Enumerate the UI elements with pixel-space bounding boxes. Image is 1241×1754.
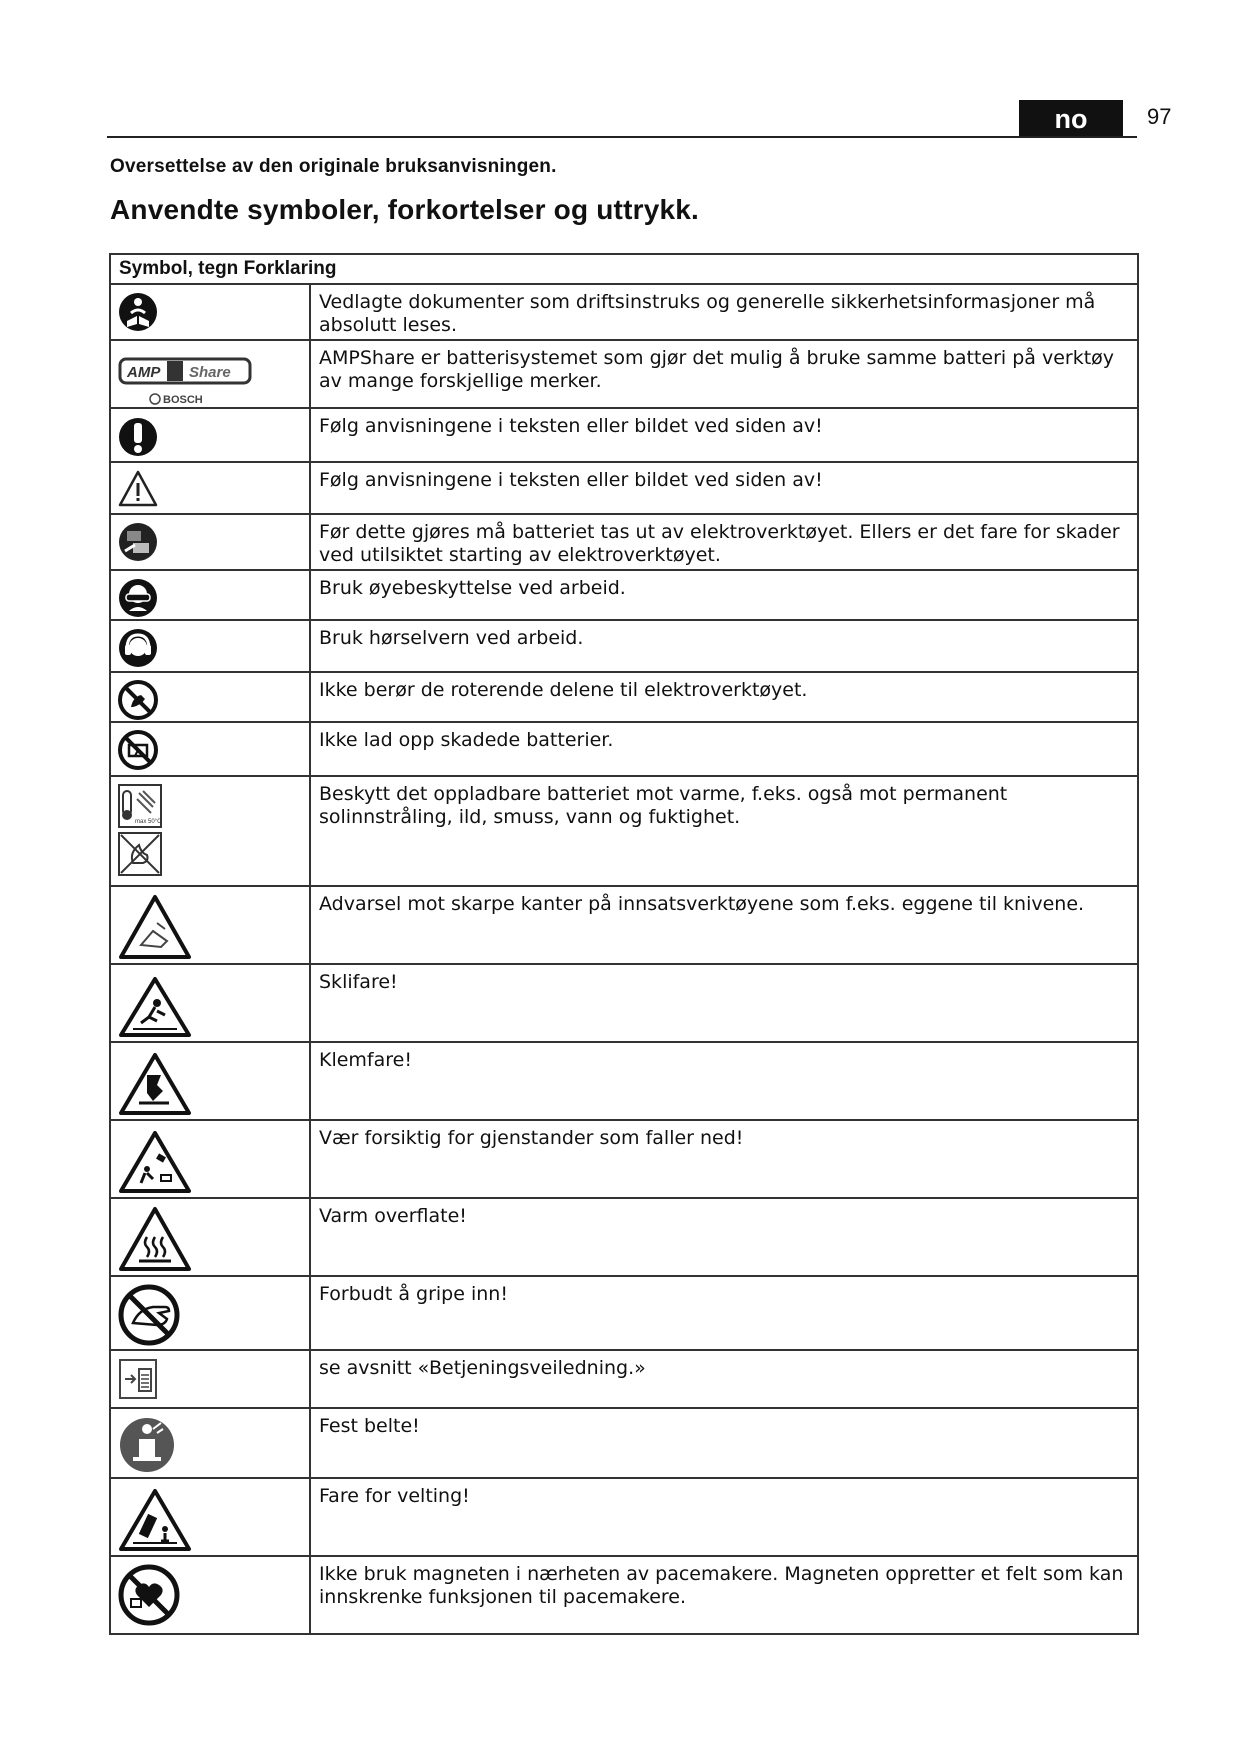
description-cell	[310, 722, 1138, 776]
row-text: Varm overflate!	[319, 1205, 467, 1227]
svg-text:Share: Share	[189, 364, 231, 381]
table-row	[110, 514, 1138, 570]
warning-triangle-icon	[117, 469, 159, 509]
no-pacemaker-icon	[117, 1563, 183, 1627]
crush-hazard-icon	[117, 1049, 193, 1117]
row-text: Følg anvisningene i teksten eller bildet ved siden av!	[319, 469, 823, 491]
symbol-cell	[110, 620, 310, 672]
table-row	[110, 462, 1138, 514]
description-cell	[310, 340, 1138, 408]
eye-protection-icon	[117, 577, 159, 619]
description-cell	[310, 886, 1138, 964]
symbol-cell	[110, 1408, 310, 1478]
table-row	[110, 570, 1138, 620]
document-subtitle: Oversettelse av den originale bruksanvisningen.	[110, 156, 557, 177]
symbol-cell	[110, 408, 310, 462]
description-cell	[310, 1350, 1138, 1408]
table-row	[110, 1198, 1138, 1276]
table-row	[110, 408, 1138, 462]
description-cell	[310, 1198, 1138, 1276]
symbol-cell	[110, 672, 310, 722]
symbol-cell	[110, 1120, 310, 1198]
row-text: Før dette gjøres må batteriet tas ut av elektroverktøyet. Ellers er det fare for skader ved utilsiktet starting av elektroverktøyet.	[319, 521, 1120, 566]
table-row	[110, 672, 1138, 722]
row-text: Ikke lad opp skadede batterier.	[319, 729, 614, 751]
table-row	[110, 1120, 1138, 1198]
description-cell	[310, 462, 1138, 514]
row-text: Sklifare!	[319, 971, 398, 993]
table-row	[110, 284, 1138, 340]
read-manual-icon	[117, 291, 159, 333]
falling-objects-icon	[117, 1127, 193, 1195]
table-row	[110, 340, 1138, 408]
description-cell	[310, 964, 1138, 1042]
symbol-cell	[110, 462, 310, 514]
svg-text:max 50°C: max 50°C	[135, 819, 162, 825]
description-cell	[310, 408, 1138, 462]
description-cell	[310, 1120, 1138, 1198]
exclamation-circle-icon	[117, 415, 159, 459]
table-row	[110, 1276, 1138, 1350]
page-header	[107, 100, 1172, 138]
battery-heat-protection-icon	[117, 783, 165, 879]
row-text: AMPShare er batterisystemet som gjør det mulig å bruke samme batteri på verktøy av mange forskjellige merker.	[319, 347, 1115, 392]
description-cell	[310, 672, 1138, 722]
slip-hazard-icon	[117, 971, 193, 1039]
table-row	[110, 1042, 1138, 1120]
description-cell	[310, 284, 1138, 340]
description-cell	[310, 776, 1138, 886]
table-row	[110, 1478, 1138, 1556]
table-row	[110, 1350, 1138, 1408]
row-text: Advarsel mot skarpe kanter på innsatsverktøyene som f.eks. eggene til knivene.	[319, 893, 1085, 915]
table-row	[110, 1556, 1138, 1634]
symbols-table	[109, 253, 1139, 1635]
row-text: Forbudt å gripe inn!	[319, 1283, 508, 1305]
language-badge: no	[1019, 100, 1123, 136]
description-cell	[310, 1408, 1138, 1478]
row-text: Fest belte!	[319, 1415, 420, 1437]
symbol-cell	[110, 1556, 310, 1634]
symbol-cell	[110, 514, 310, 570]
fasten-belt-icon	[117, 1415, 177, 1475]
symbol-cell	[110, 964, 310, 1042]
description-cell	[310, 514, 1138, 570]
symbol-cell	[110, 340, 310, 408]
row-text: Fare for velting!	[319, 1485, 470, 1507]
see-section-icon	[117, 1357, 161, 1403]
row-text: Beskytt det oppladbare batteriet mot varme, f.eks. også mot permanent solinnstråling, ild, smuss, vann og fuktighet.	[319, 783, 1008, 828]
symbol-cell	[110, 1198, 310, 1276]
symbol-cell	[110, 886, 310, 964]
row-text: Bruk øyebeskyttelse ved arbeid.	[319, 577, 626, 599]
symbol-cell	[110, 284, 310, 340]
symbol-cell	[110, 1042, 310, 1120]
symbol-cell	[110, 1276, 310, 1350]
description-cell	[310, 1556, 1138, 1634]
table-row	[110, 1408, 1138, 1478]
remove-battery-icon	[117, 521, 159, 563]
row-text: Følg anvisningene i teksten eller bildet ved siden av!	[319, 415, 823, 437]
table-row	[110, 886, 1138, 964]
tipping-hazard-icon	[117, 1485, 193, 1553]
ampshare-sub-text: BOSCH	[163, 394, 203, 406]
no-touch-rotating-icon	[117, 679, 159, 721]
table-row	[110, 964, 1138, 1042]
row-text: se avsnitt «Betjeningsveiledning.»	[319, 1357, 646, 1379]
table-header-row	[110, 254, 1138, 284]
description-cell	[310, 620, 1138, 672]
row-text: Vedlagte dokumenter som driftsinstruks og generelle sikkerhetsinformasjoner må absolutt leses.	[319, 291, 1096, 336]
header-rule	[107, 136, 1137, 138]
row-text: Ikke bruk magneten i nærheten av pacemakere. Magneten oppretter et felt som kan innskrenke funksjonen til pacemakere.	[319, 1563, 1124, 1608]
symbol-cell	[110, 1478, 310, 1556]
section-title: Anvendte symboler, forkortelser og uttrykk.	[110, 194, 699, 225]
table-header-label: Symbol, tegn Forklaring	[119, 258, 337, 279]
ampshare-logo-icon	[117, 347, 257, 407]
hot-surface-icon	[117, 1205, 193, 1273]
no-charge-damaged-battery-icon	[117, 729, 159, 771]
page-number-text: 97	[1147, 104, 1172, 129]
row-text: Klemfare!	[319, 1049, 412, 1071]
description-cell	[310, 570, 1138, 620]
table-header-cell	[110, 254, 1138, 284]
table-row	[110, 620, 1138, 672]
hearing-protection-icon	[117, 627, 159, 669]
description-cell	[310, 1478, 1138, 1556]
symbol-cell	[110, 776, 310, 886]
table-row	[110, 776, 1138, 886]
row-text: Vær forsiktig for gjenstander som faller ned!	[319, 1127, 744, 1149]
sharp-edges-warning-icon	[117, 893, 193, 961]
row-text: Bruk hørselvern ved arbeid.	[319, 627, 584, 649]
symbol-cell	[110, 570, 310, 620]
svg-text:AMP: AMP	[127, 364, 161, 381]
table-row	[110, 722, 1138, 776]
no-reaching-in-icon	[117, 1283, 183, 1347]
symbol-cell	[110, 722, 310, 776]
description-cell	[310, 1276, 1138, 1350]
symbol-cell	[110, 1350, 310, 1408]
description-cell	[310, 1042, 1138, 1120]
row-text: Ikke berør de roterende delene til elektroverktøyet.	[319, 679, 808, 701]
